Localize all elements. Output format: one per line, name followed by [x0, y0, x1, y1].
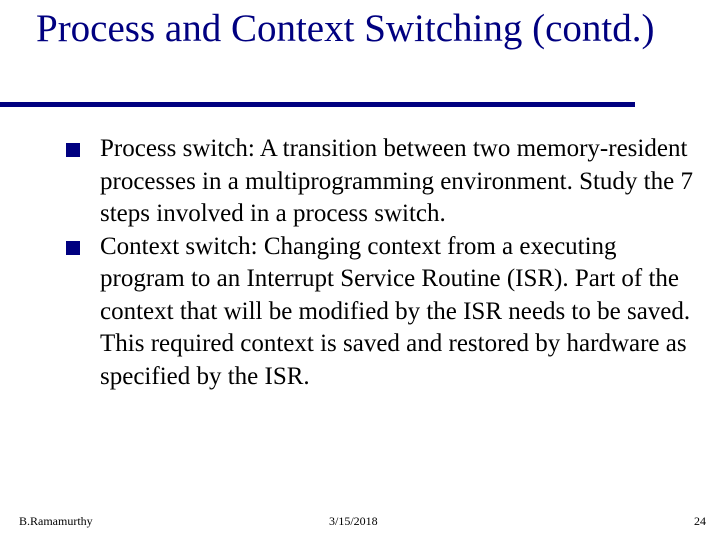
bullet-item-process-switch [66, 133, 696, 231]
bullet-text: Process switch: A transition between two memory-resident processes in a multiprogramming environment. Study the 7 steps involved in a process switch. [100, 135, 693, 227]
bullet-text: Context switch: Changing context from a executing program to an Interrupt Service Routine (ISR). Part of the context that will be modified by the ISR needs to be saved. This required context is saved and restored by hardware as specified by the ISR. [100, 232, 691, 390]
footer-page-number: 24 [694, 514, 706, 528]
title-divider [0, 102, 635, 107]
slide-title: Process and Context Switching (contd.) [36, 7, 655, 50]
square-bullet-icon [66, 143, 80, 157]
bullet-item-context-switch [66, 231, 696, 394]
footer-author: B.Ramamurthy [19, 514, 93, 528]
bullet-list [66, 133, 696, 393]
footer-date: 3/15/2018 [329, 514, 378, 528]
square-bullet-icon [66, 241, 80, 255]
